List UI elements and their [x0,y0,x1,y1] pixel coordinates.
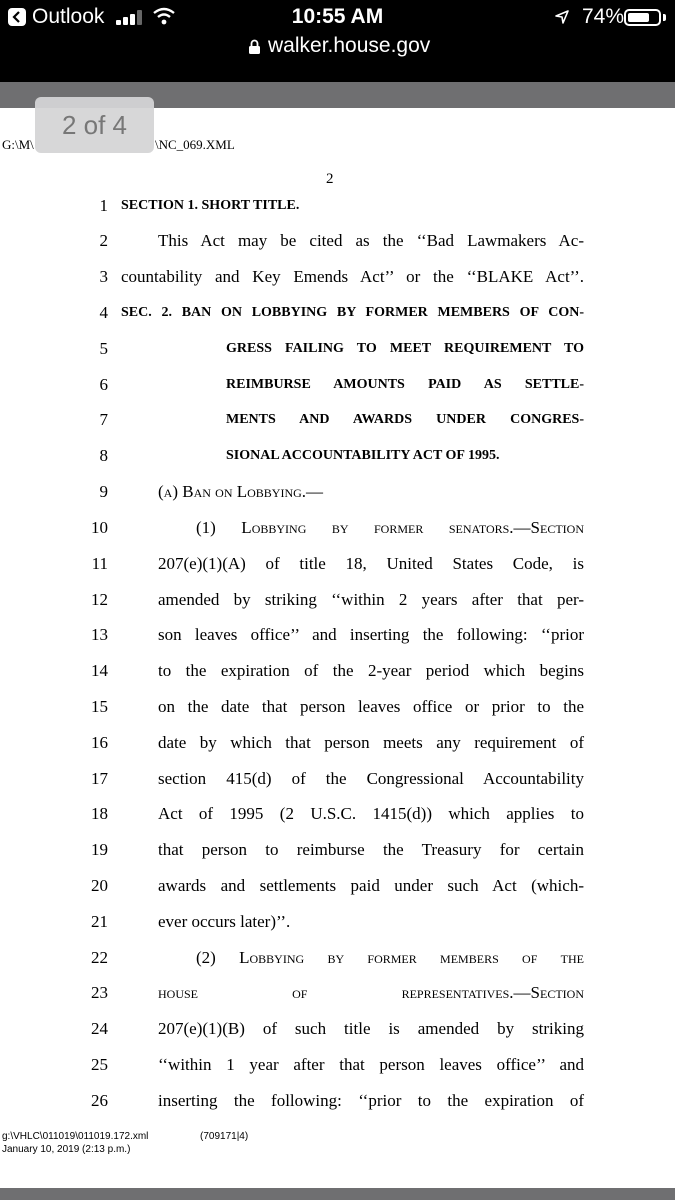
section-heading: REIMBURSE AMOUNTS PAID AS SETTLE- [226,377,584,392]
line-number: 20 [91,876,108,895]
line-number: 8 [99,446,108,465]
document-line: awards and settlements paid under such Act (which- [158,876,584,895]
line-number: 4 [99,303,108,322]
location-arrow-icon [554,9,570,25]
line-number: 18 [91,804,108,823]
line-number: 3 [99,267,108,286]
line-number: 2 [99,231,108,250]
document-line: ‘‘within 1 year after that person leaves office’’ and [158,1055,584,1074]
footer-file-path: g:\VHLC\011019\011019.172.xml [2,1131,149,1142]
document-line: 207(e)(1)(A) of title 18, United States Code, is [158,554,584,573]
battery-percent: 74% [582,5,625,28]
section-heading: MENTS AND AWARDS UNDER CONGRES- [226,412,584,427]
footer-code: (709171|4) [200,1131,249,1142]
line-number: 9 [99,482,108,501]
document-line: Act of 1995 (2 U.S.C. 1415(d)) which applies to [158,804,584,823]
line-number: 13 [91,625,108,644]
paragraph-heading: house of representatives.—Section [158,983,584,1002]
line-number: 10 [91,518,108,537]
file-path-right: \NC_069.XML [155,137,235,152]
line-number: 26 [91,1091,108,1110]
paragraph-heading: (1) Lobbying by former senators.—Section [196,518,584,537]
paragraph-heading: (2) Lobbying by former members of the [196,948,584,967]
url-bar[interactable] [0,34,675,82]
section-heading: GRESS FAILING TO MEET REQUIREMENT TO [226,341,584,356]
line-number: 17 [91,769,108,788]
line-number: 1 [99,196,108,215]
subsection-heading: (a) Ban on Lobbying.— [158,482,324,501]
section-heading: SEC. 2. BAN ON LOBBYING BY FORMER MEMBERS OF CON- [121,305,584,320]
document-line: to the expiration of the 2-year period which begins [158,661,584,680]
document-line: that person to reimburse the Treasury for certain [158,840,584,859]
line-number: 24 [91,1019,108,1038]
line-number: 16 [91,733,108,752]
document-line: 207(e)(1)(B) of such title is amended by striking [158,1019,584,1038]
document-line: section 415(d) of the Congressional Accountability [158,769,584,788]
line-number: 5 [99,339,108,358]
status-bar [0,0,675,34]
document-line: This Act may be cited as the ‘‘Bad Lawmakers Ac- [158,231,584,250]
section-heading: SECTION 1. SHORT TITLE. [121,198,300,213]
line-number: 25 [91,1055,108,1074]
line-number: 23 [91,983,108,1002]
battery-icon [624,9,661,26]
line-number: 14 [91,661,108,680]
battery-tip [663,14,666,21]
page-number: 2 [326,171,334,187]
back-app-label[interactable]: Outlook [32,5,105,28]
footer-date: January 10, 2019 (2:13 p.m.) [2,1144,131,1155]
file-path-left: G:\M\ [2,137,34,152]
battery-fill [628,13,649,22]
document-line: amended by striking ‘‘within 2 years after that per- [158,590,584,609]
section-heading: SIONAL ACCOUNTABILITY ACT OF 1995. [226,448,500,463]
line-number: 19 [91,840,108,859]
lock-icon [248,39,261,55]
url-domain[interactable]: walker.house.gov [268,34,431,57]
document-line: on the date that person leaves office or prior to the [158,697,584,716]
document-line: inserting the following: ‘‘prior to the expiration of [158,1091,584,1110]
line-number: 22 [91,948,108,967]
line-number: 15 [91,697,108,716]
document-line: ever occurs later)’’. [158,912,291,931]
document-line: date by which that person meets any requirement of [158,733,584,752]
document-line: countability and Key Emends Act’’ or the ‘‘BLAKE Act’’. [121,267,584,286]
page-indicator: 2 of 4 [35,97,154,153]
line-number: 7 [99,410,108,429]
clock: 10:55 AM [291,5,384,28]
line-number: 6 [99,375,108,394]
line-number: 12 [91,590,108,609]
line-number: 11 [91,554,108,573]
viewer-background-bottom [0,1188,675,1200]
document-line: son leaves office’’ and inserting the following: ‘‘prior [158,625,584,644]
line-number: 21 [91,912,108,931]
